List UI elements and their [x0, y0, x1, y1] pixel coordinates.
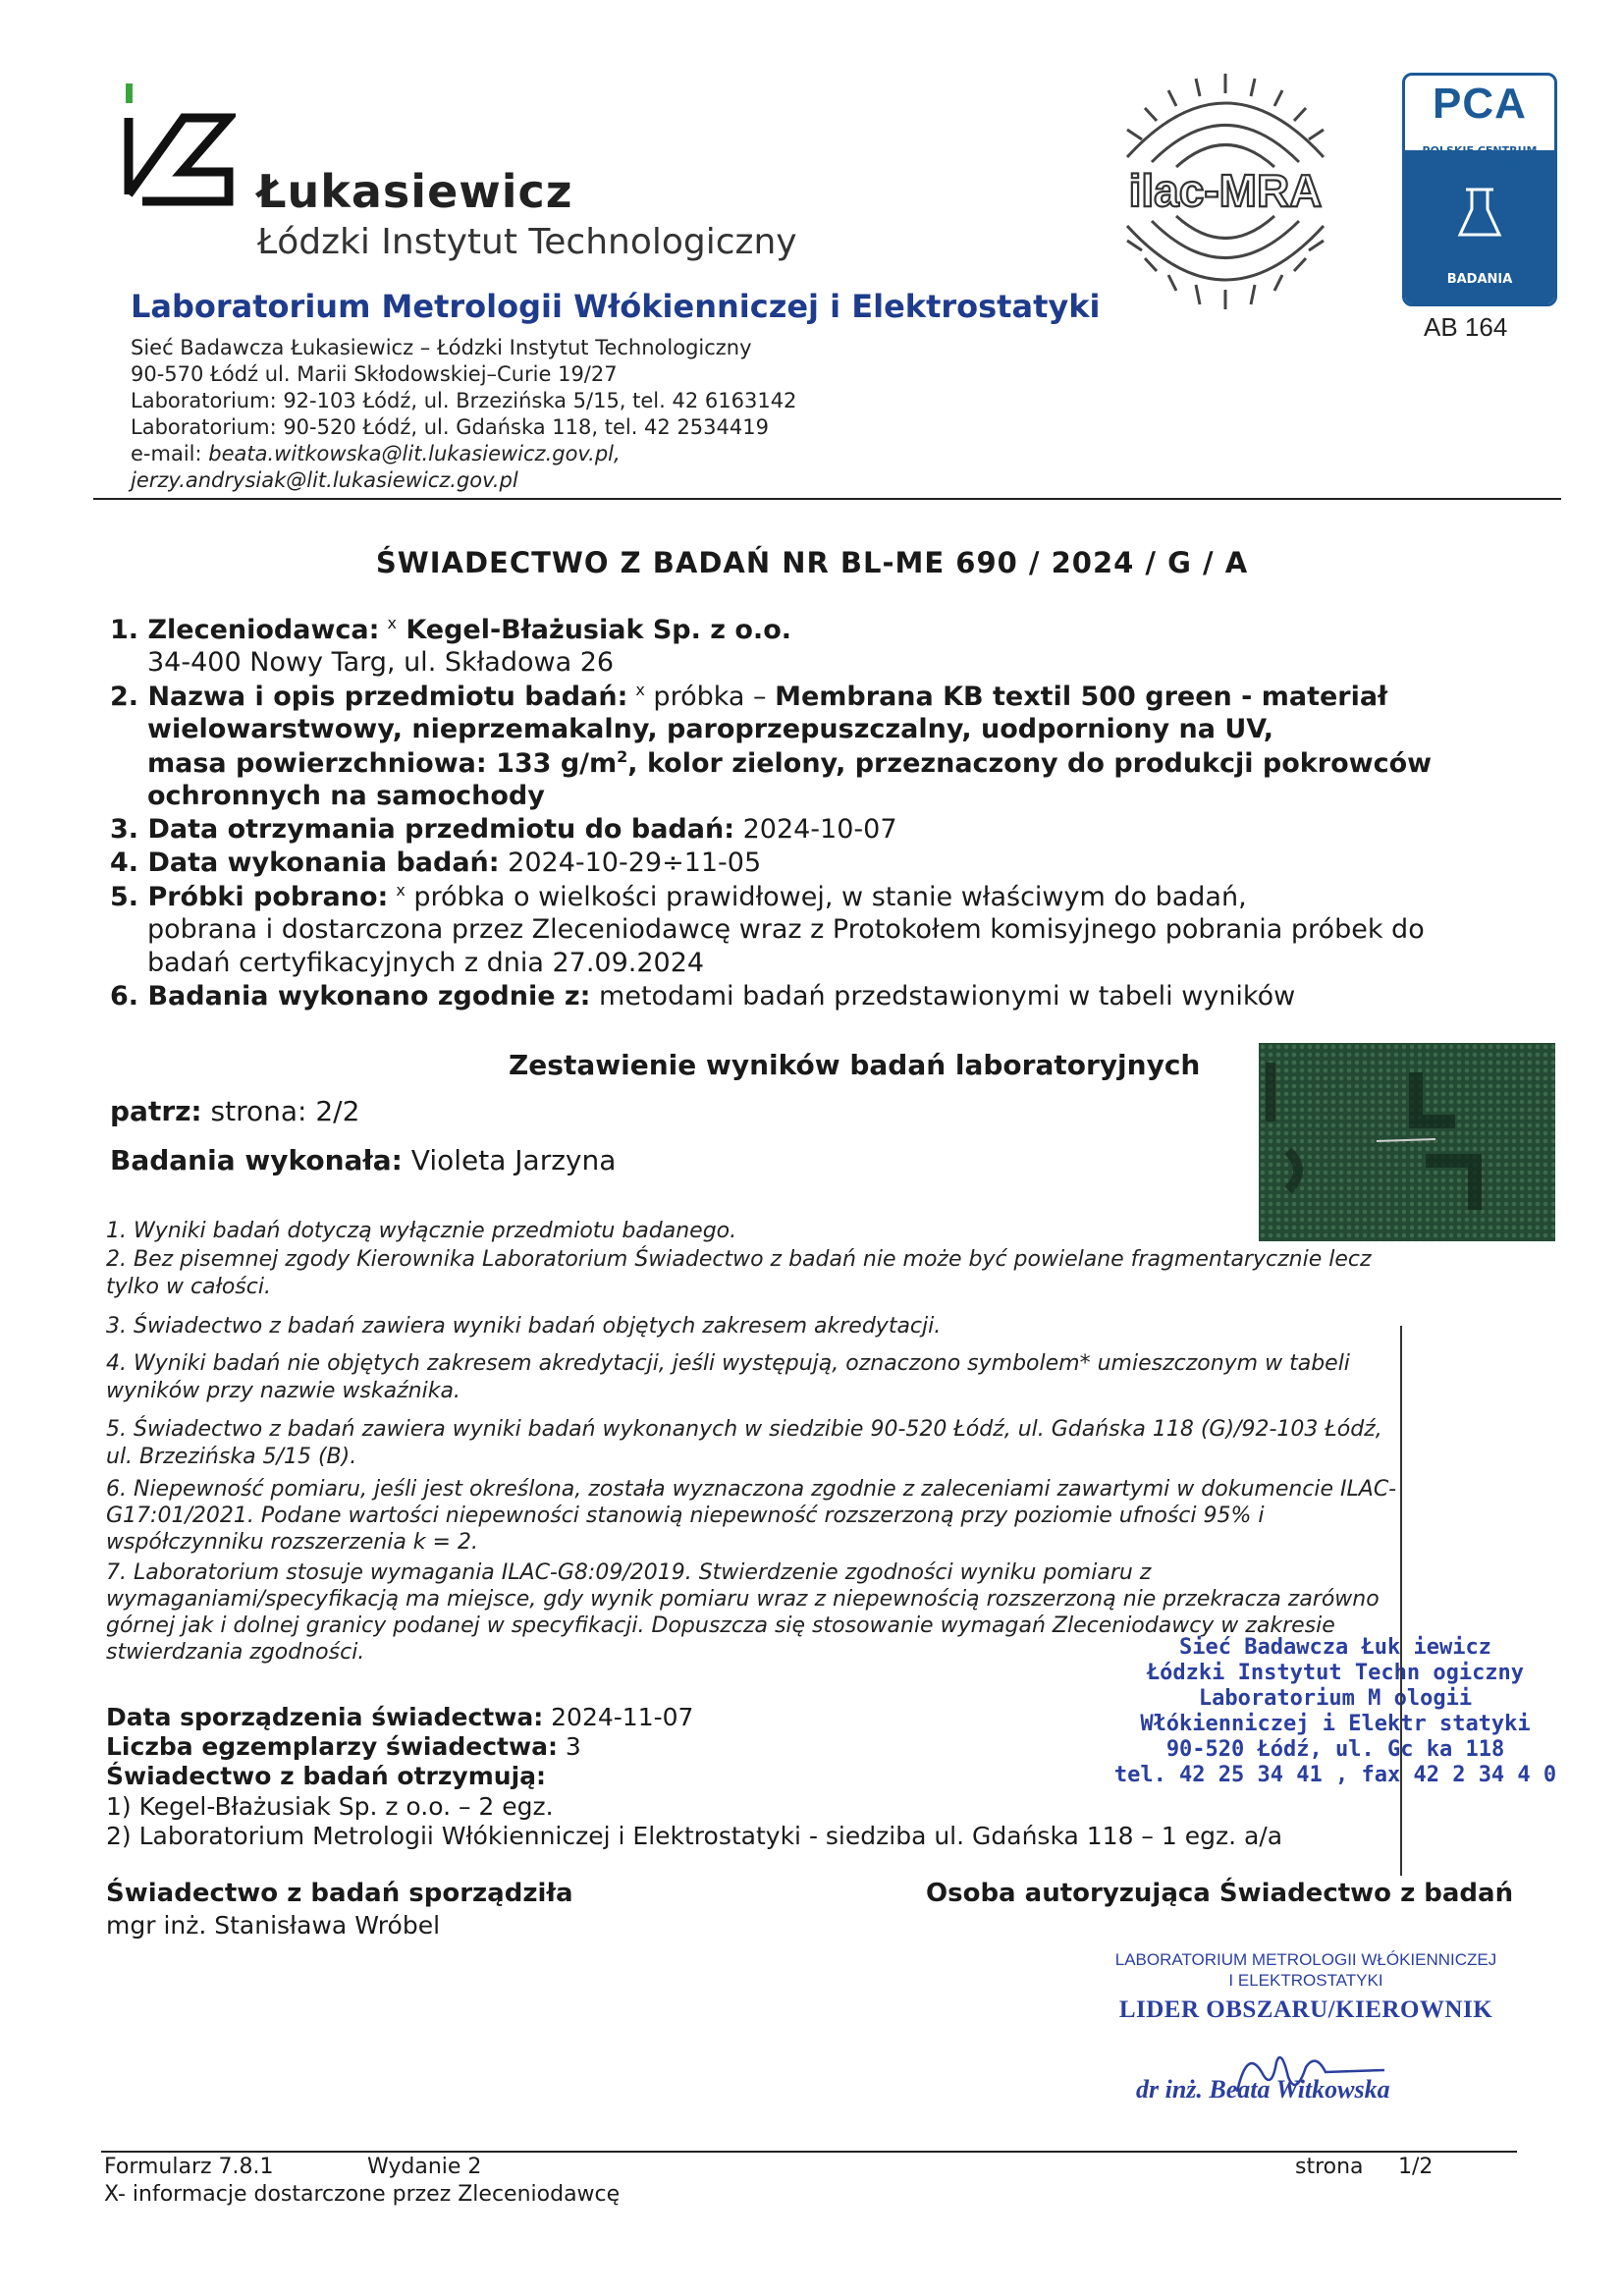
stamp1-line: tel. 42 25 34 41 , fax 42 2 34 4 0 [1113, 1763, 1557, 1787]
note-line: wymaganiami/specyfikacją ma miejsce, gdy wynik pomiaru wraz z niepewnością rozszerzoną nie przekracza zarówno [106, 1587, 1380, 1612]
issue-date-value: 2024-11-07 [543, 1703, 694, 1731]
recipients-label [106, 1762, 546, 1790]
item-test-date [110, 847, 761, 878]
item6-label: 6. Badania wykonano zgodnie z: [110, 981, 591, 1011]
item1-line2: 34-400 Nowy Targ, ul. Składowa 26 [147, 647, 615, 678]
email-2[interactable]: jerzy.andrysiak@lit.lukasiewicz.gov.pl [131, 468, 518, 492]
tested-by [110, 1144, 616, 1176]
stamp2-line1: LABORATORIUM METROLOGII WŁÓKIENNICZEJ [1114, 1950, 1497, 1969]
page-number: 1/2 [1398, 2155, 1434, 2179]
patrz-label: patrz: [110, 1095, 202, 1127]
pca-badge [1402, 73, 1557, 306]
item-methods [110, 981, 1295, 1011]
note-line: ul. Brzezińska 5/15 (B). [106, 1445, 357, 1469]
stamp1-line: 90-520 Łódź, ul. Gc ka 118 [1165, 1737, 1505, 1762]
item3-label: 3. Data otrzymania przedmiotu do badań: [110, 814, 734, 845]
footer-divider [101, 2151, 1517, 2153]
pca-subtitle-1: POLSKIE CENTRUM [1422, 144, 1538, 157]
note-line: 3. Świadectwo z badań zawiera wyniki badań objętych zakresem akredytacji. [106, 1314, 942, 1339]
recipient-2: 2) Laboratorium Metrologii Włókienniczej i Elektrostatyki - siedziba ul. Gdańska 118 – 1 egz. a/a [106, 1822, 1283, 1850]
address-line-3: Laboratorium: 92-103 Łódź, ul. Brzezińska 5/15, tel. 42 6163142 [131, 389, 797, 412]
prepared-by-name: mgr inż. Stanisława Wróbel [106, 1911, 441, 1940]
recipients-label-text: Świadectwo z badań otrzymują: [106, 1762, 547, 1790]
note-line: stwierdzania zgodności. [106, 1640, 365, 1665]
stamp1-line: Łódzki Instytut Techn ogiczny [1146, 1661, 1525, 1685]
header-divider [93, 498, 1561, 500]
item2-line2: wielowarstwowy, nieprzemakalny, paroprzepuszczalny, uodporniony na UV, [147, 714, 1273, 744]
authorized-by-label: Osoba autoryzująca Świadectwo z badań [926, 1879, 1514, 1908]
ilac-text: ilac-MRA [1128, 165, 1323, 216]
signer-name: dr inż. Beata Witkowska [1136, 2075, 1390, 2104]
x-mark: x [635, 681, 645, 699]
email-1[interactable]: beata.witkowska@lit.lukasiewicz.gov.pl, [208, 442, 621, 465]
lukasiewicz-logo-icon [123, 79, 236, 206]
summary-title: Zestawienie wyników badań laboratoryjnych [509, 1049, 1201, 1081]
page-label: strona [1295, 2155, 1364, 2179]
lab-address-stamp [1110, 1635, 1561, 1788]
pca-badania: BADANIA [1446, 272, 1513, 287]
item4-label: 4. Data wykonania badań: [110, 847, 500, 878]
item2-bold1: Membrana KB textil 500 green - materiał [775, 682, 1388, 712]
item4-value: 2024-10-29÷11-05 [499, 847, 762, 878]
x-mark: x [387, 614, 397, 632]
note-line: G17:01/2021. Podane wartości niepewności stanowią niepewność rozszerzoną przy poziomie ufności 95% i [106, 1503, 1265, 1528]
issue-date-label: Data sporządzenia świadectwa: [106, 1703, 544, 1731]
pca-subtitle-2: AKREDYTACJI [1439, 158, 1520, 171]
copies-label: Liczba egzemplarzy świadectwa: [106, 1732, 558, 1761]
item5-line2: pobrana i dostarczona przez Zleceniodawcę wraz z Protokołem komisyjnego pobrania próbek do [147, 914, 1425, 945]
prepared-by-label: Świadectwo z badań sporządziła [106, 1879, 573, 1908]
item2-line3b: , kolor zielony, przeznaczony do produkcji pokrowców [627, 748, 1433, 779]
staple-line [1399, 1326, 1403, 1876]
item2-line3a: masa powierzchniowa: 133 g/m [147, 748, 618, 779]
brand-name: Łukasiewicz [257, 165, 573, 218]
see-page [110, 1095, 359, 1127]
brand-subtitle: Łódzki Instytut Technologiczny [257, 222, 797, 262]
item-received-date [110, 814, 897, 845]
item5-value: próbka o wielkości prawidłowej, w stanie właściwym do badań, [405, 882, 1247, 912]
email-label: e-mail: [131, 442, 209, 465]
tested-by-value: Violeta Jarzyna [402, 1144, 617, 1176]
item2-line4: ochronnych na samochody [147, 781, 545, 811]
item6-value: metodami badań przedstawionymi w tabeli wyników [590, 981, 1296, 1011]
pca-title: PCA [1433, 80, 1527, 128]
email-line-1 [131, 442, 621, 465]
note-line: 1. Wyniki badań dotyczą wyłącznie przedmiotu badanego. [106, 1219, 737, 1243]
item3-value: 2024-10-07 [734, 814, 897, 845]
lab-title: Laboratorium Metrologii Włókienniczej i Elektrostatyki [131, 288, 1101, 325]
tested-by-label: Badania wykonała: [110, 1144, 403, 1176]
note-line: 7. Laboratorium stosuje wymagania ILAC-G8:09/2019. Stwierdzenie zgodności wyniku pomiaru z [106, 1560, 1152, 1585]
stamp1-line: Włókienniczej i Elektr statyki [1140, 1712, 1531, 1736]
note-line: tylko w całości. [106, 1275, 271, 1299]
stamp2-line3: LIDER OBSZARU/KIEROWNIK [1118, 1996, 1493, 2023]
item1-value: Kegel-Błażusiak Sp. z o.o. [396, 615, 791, 645]
item-client [110, 614, 791, 645]
address-line-2: 90-570 Łódź ul. Marii Skłodowskiej–Curie 19/27 [131, 362, 618, 386]
patrz-value: strona: 2/2 [201, 1095, 360, 1127]
ilac-mra-logo-icon [1098, 69, 1353, 314]
manager-stamp [1060, 1949, 1551, 2024]
item-subject [110, 681, 1387, 712]
stamp2-line2: I ELEKTROSTATYKI [1228, 1971, 1383, 1990]
item-samples [110, 881, 1247, 912]
stamp1-line: Laboratorium M ologii [1198, 1686, 1473, 1711]
note-line: wyników przy nazwie wskaźnika. [106, 1379, 460, 1403]
copies-value: 3 [557, 1732, 581, 1761]
note-line: 6. Niepewność pomiaru, jeśli jest określona, została wyznaczona zgodnie z zaleceniami zawartymi w dokumencie ILAC- [106, 1477, 1397, 1502]
flask-icon [1454, 186, 1505, 245]
copies-count [106, 1732, 581, 1761]
recipient-1: 1) Kegel-Błażusiak Sp. z o.o. – 2 egz. [106, 1792, 554, 1821]
note-line: 4. Wyniki badań nie objętych zakresem akredytacji, jeśli występują, oznaczono symbolem* umieszczonym w tabeli [106, 1351, 1350, 1376]
accreditation-number: AB 164 [1424, 312, 1508, 342]
note-line: górnej jak i dolnej granicy podanej w specyfikacji. Dopuszcza się stosowanie wymagań Zleceniodawcy w zakresie [106, 1613, 1335, 1638]
note-line: 5. Świadectwo z badań zawiera wyniki badań wykonanych w siedzibie 90-520 Łódź, ul. Gdańska 118 (G)/92-103 Łódź, [106, 1417, 1382, 1442]
form-number: Formularz 7.8.1 [104, 2155, 274, 2179]
address-line-4: Laboratorium: 90-520 Łódź, ul. Gdańska 118, tel. 42 2534419 [131, 415, 769, 439]
item2-line3 [147, 747, 1432, 779]
item2-prefix: próbka – [644, 682, 776, 712]
note-line: 2. Bez pisemnej zgody Kierownika Laboratorium Świadectwo z badań nie może być powielane fragmentarycznie lecz [106, 1247, 1372, 1272]
item5-label: 5. Próbki pobrano: [110, 882, 389, 912]
item2-line3sup: 2 [617, 747, 628, 766]
item5-line3: badań certyfikacyjnych z dnia 27.09.2024 [147, 948, 705, 978]
edition: Wydanie 2 [367, 2155, 482, 2179]
stamp1-line: Sieć Badawcza Łuk iewicz [1179, 1635, 1491, 1660]
item2-label: 2. Nazwa i opis przedmiotu badań: [110, 682, 628, 712]
note-line: współczynniku rozszerzenia k = 2. [106, 1530, 478, 1555]
x-note: X- informacje dostarczone przez Zleceniodawcę [104, 2182, 621, 2207]
fabric-sample-image [1259, 1043, 1555, 1241]
item1-label: 1. Zleceniodawca: [110, 615, 380, 645]
address-line-1: Sieć Badawcza Łukasiewicz – Łódzki Instytut Technologiczny [131, 336, 752, 359]
x-mark: x [396, 881, 406, 900]
issue-date [106, 1703, 693, 1731]
document-title: ŚWIADECTWO Z BADAŃ NR BL-ME 690 / 2024 / G / A [375, 546, 1249, 579]
